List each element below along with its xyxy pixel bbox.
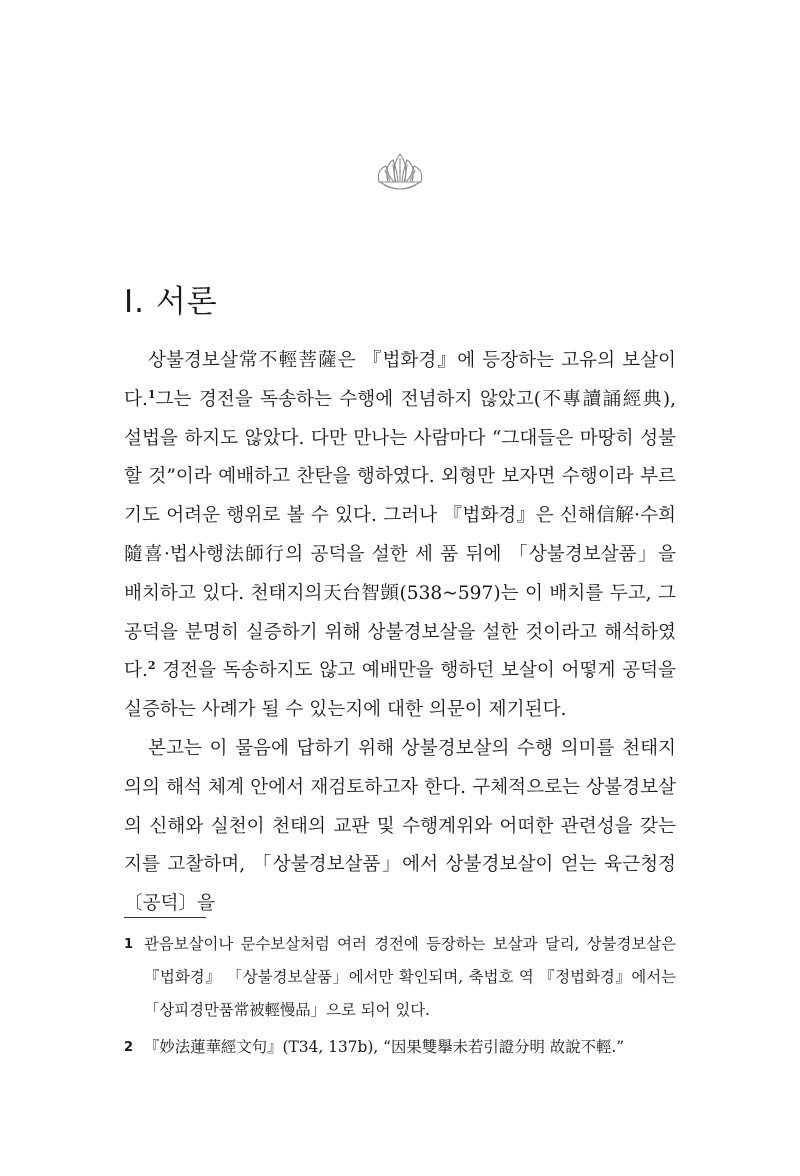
- footnote-number: 2: [124, 1040, 134, 1055]
- paragraph-text: 그는 경전을 독송하는 수행에 전념하지 않았고(不專讀誦經典), 설법을 하지도 않았다. 다만 만나는 사람마다 “그대들은 마땅히 성불할 것”이라 예배하고 찬탄을 행하였다. 외형만 보자면 수행이라 부르기도 어려운 행위로 볼 수 있다. 그러나 『법화경』은 신해信解·수희隨喜·법사행法師行의 공덕을 설한 세 품 뒤에 「상불경보살품」을 배치하고 있다. 천태지의天台智顗(538~597)는 이 배치를 두고, 그 공덕을 분명히 실증하기 위해 상불경보살을 설한 것이라고 해석하였다.: [124, 388, 676, 682]
- footnote-divider: [124, 917, 206, 918]
- footnote-1: [124, 928, 676, 1027]
- lotus-icon: [374, 152, 426, 194]
- body-text: [124, 342, 676, 924]
- paragraph-2: [124, 730, 676, 924]
- paragraph-text: 경전을 독송하지도 않고 예배만을 행하던 보살이 어떻게 공덕을 실증하는 사례가 될 수 있는지에 대한 의문이 제기된다.: [124, 660, 676, 721]
- footnote-text: 관음보살이나 문수보살처럼 여러 경전에 등장하는 보살과 달리, 상불경보살은 『법화경』 「상불경보살품」에서만 확인되며, 축법호 역 『정법화경』에서는 「상피경만품常被輕慢品」으로 되어 있다.: [144, 935, 676, 1019]
- footnote-ref-1[interactable]: 1: [147, 387, 156, 401]
- paragraph-text: 본고는 이 물음에 답하기 위해 상불경보살의 수행 의미를 천태지의의 해석 체계 안에서 재검토하고자 한다. 구체적으로는 상불경보살의 신해와 실천이 천태의 교판 및 수행계위와 어떠한 관련성을 갖는지를 고찰하며, 「상불경보살품」에서 상불경보살이 얻는 육근청정〔공덕〕을: [124, 737, 676, 915]
- paragraph-1: [124, 342, 676, 730]
- section-heading: Ⅰ. 서론: [124, 284, 218, 320]
- footnote-text: 『妙法蓮華經文句』(T34, 137b), “因果雙擧未若引證分明 故說不輕.”: [144, 1038, 625, 1056]
- footnotes: [124, 928, 676, 1068]
- footnote-ref-2[interactable]: 2: [147, 659, 156, 673]
- paragraph-text: 상불경보살常不輕菩薩은 『법화경』에 등장하는 고유의 보살이다.: [124, 350, 676, 410]
- footnote-number: 1: [124, 937, 134, 952]
- footnote-2: [124, 1031, 676, 1064]
